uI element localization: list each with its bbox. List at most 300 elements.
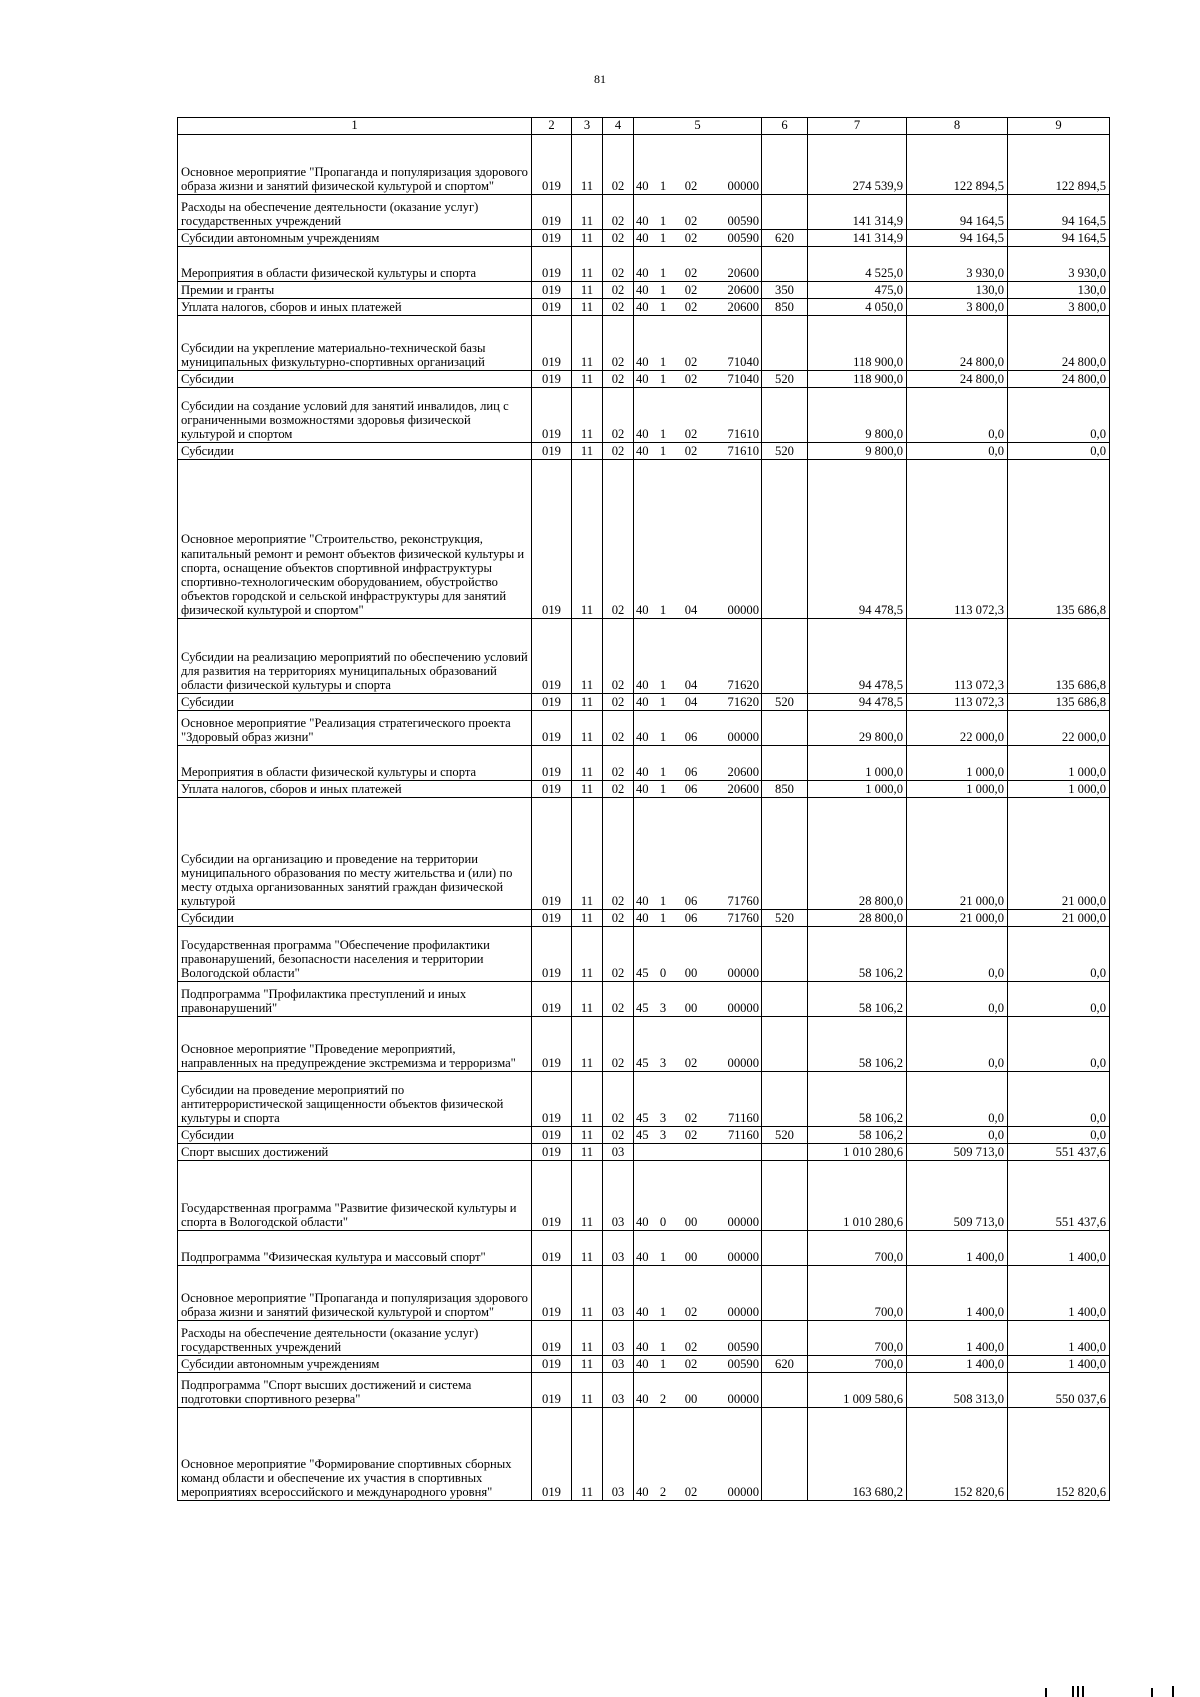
grbs-code-cell: 019 <box>532 619 572 694</box>
target-program-code: 45 <box>636 1055 649 1070</box>
expense-name-cell: Субсидии автономным учреждениям <box>178 1356 532 1373</box>
expense-type-cell <box>762 619 808 694</box>
subsection-code-cell: 03 <box>603 1266 634 1321</box>
target-article-cell <box>634 1072 762 1127</box>
table-row <box>178 1408 1110 1501</box>
target-program-code: 40 <box>636 299 649 314</box>
target-activity-code: 00 <box>684 965 698 980</box>
target-program-code: 40 <box>636 677 649 692</box>
table-row <box>178 1266 1110 1321</box>
section-code-cell: 11 <box>572 247 603 282</box>
amount-col8-cell: 113 072,3 <box>907 460 1008 619</box>
amount-col7-cell: 94 478,5 <box>808 619 907 694</box>
target-activity-code: 04 <box>684 602 698 617</box>
section-code-cell: 11 <box>572 135 603 195</box>
grbs-code-cell: 019 <box>532 388 572 443</box>
target-program-code: 40 <box>636 1214 649 1229</box>
subsection-code-cell: 02 <box>603 371 634 388</box>
expense-name-cell: Субсидии на создание условий для занятий инвалидов, лиц с ограниченными возможностями здоровья физической культурой и спортом <box>178 388 532 443</box>
amount-col7-cell: 1 010 280,6 <box>808 1161 907 1231</box>
table-row <box>178 1321 1110 1356</box>
grbs-code-cell: 019 <box>532 1231 572 1266</box>
amount-col9-cell: 1 400,0 <box>1008 1231 1110 1266</box>
target-subprogram-code: 0 <box>659 1214 667 1229</box>
amount-col7-cell: 1 009 580,6 <box>808 1373 907 1408</box>
amount-col8-cell: 22 000,0 <box>907 711 1008 746</box>
target-subprogram-code: 1 <box>659 443 667 458</box>
target-activity-code: 02 <box>684 1110 698 1125</box>
target-subprogram-code: 1 <box>659 764 667 779</box>
amount-col8-cell: 113 072,3 <box>907 694 1008 711</box>
amount-col8-cell: 509 713,0 <box>907 1144 1008 1161</box>
target-activity-code: 02 <box>684 282 698 297</box>
table-row <box>178 1127 1110 1144</box>
grbs-code-cell: 019 <box>532 299 572 316</box>
target-article-cell <box>634 1266 762 1321</box>
amount-col8-cell: 1 000,0 <box>907 746 1008 781</box>
target-subprogram-code: 3 <box>659 1127 667 1142</box>
target-direction-code: 00000 <box>727 1249 759 1264</box>
expense-name-cell: Подпрограмма "Профилактика преступлений и иных правонарушений" <box>178 982 532 1017</box>
table-row <box>178 1231 1110 1266</box>
target-activity-code: 02 <box>684 443 698 458</box>
amount-col7-cell: 1 000,0 <box>808 746 907 781</box>
amount-col8-cell: 1 000,0 <box>907 781 1008 798</box>
amount-col9-cell: 122 894,5 <box>1008 135 1110 195</box>
target-program-code: 40 <box>636 213 649 228</box>
amount-col9-cell: 0,0 <box>1008 1127 1110 1144</box>
section-code-cell: 11 <box>572 1408 603 1501</box>
target-direction-code: 20600 <box>727 764 759 779</box>
target-subprogram-code: 1 <box>659 371 667 386</box>
expense-name-cell: Основное мероприятие "Реализация стратегического проекта "Здоровый образ жизни" <box>178 711 532 746</box>
target-program-code: 40 <box>636 265 649 280</box>
target-subprogram-code: 1 <box>659 354 667 369</box>
target-article-cell <box>634 443 762 460</box>
target-direction-code: 00000 <box>727 1391 759 1406</box>
target-article-cell <box>634 299 762 316</box>
column-header: 8 <box>907 118 1008 135</box>
expense-type-cell <box>762 1017 808 1072</box>
target-program-code: 45 <box>636 965 649 980</box>
subsection-code-cell: 02 <box>603 982 634 1017</box>
amount-col8-cell: 152 820,6 <box>907 1408 1008 1501</box>
grbs-code-cell: 019 <box>532 443 572 460</box>
expense-name-cell: Уплата налогов, сборов и иных платежей <box>178 299 532 316</box>
expense-type-cell <box>762 1266 808 1321</box>
amount-col8-cell: 24 800,0 <box>907 371 1008 388</box>
target-article-cell <box>634 1373 762 1408</box>
target-article-cell <box>634 619 762 694</box>
target-direction-code: 00000 <box>727 965 759 980</box>
section-code-cell: 11 <box>572 371 603 388</box>
section-code-cell: 11 <box>572 230 603 247</box>
table-row <box>178 316 1110 371</box>
section-code-cell: 11 <box>572 1017 603 1072</box>
target-direction-code: 20600 <box>727 265 759 280</box>
target-subprogram-code: 1 <box>659 1304 667 1319</box>
target-subprogram-code: 1 <box>659 677 667 692</box>
grbs-code-cell: 019 <box>532 694 572 711</box>
amount-col7-cell: 118 900,0 <box>808 316 907 371</box>
target-subprogram-code: 3 <box>659 1000 667 1015</box>
target-activity-code: 02 <box>684 1484 698 1499</box>
amount-col8-cell: 24 800,0 <box>907 316 1008 371</box>
subsection-code-cell: 02 <box>603 1127 634 1144</box>
target-subprogram-code: 1 <box>659 1249 667 1264</box>
expense-type-cell <box>762 135 808 195</box>
target-subprogram-code: 3 <box>659 1110 667 1125</box>
expense-name-cell: Субсидии <box>178 1127 532 1144</box>
table-row <box>178 460 1110 619</box>
target-article-cell <box>634 460 762 619</box>
amount-col7-cell: 1 000,0 <box>808 781 907 798</box>
expense-type-cell: 350 <box>762 282 808 299</box>
table-row <box>178 982 1110 1017</box>
grbs-code-cell: 019 <box>532 1017 572 1072</box>
amount-col7-cell: 9 800,0 <box>808 443 907 460</box>
section-code-cell: 11 <box>572 798 603 910</box>
target-article-cell <box>634 230 762 247</box>
target-direction-code: 00590 <box>727 1356 759 1371</box>
target-activity-code: 06 <box>684 729 698 744</box>
target-activity-code: 02 <box>684 1127 698 1142</box>
amount-col9-cell: 0,0 <box>1008 388 1110 443</box>
expense-name-cell: Основное мероприятие "Проведение мероприятий, направленных на предупреждение экстремизма и терроризма" <box>178 1017 532 1072</box>
section-code-cell: 11 <box>572 711 603 746</box>
amount-col8-cell: 0,0 <box>907 388 1008 443</box>
target-direction-code: 00000 <box>727 1484 759 1499</box>
amount-col7-cell: 274 539,9 <box>808 135 907 195</box>
amount-col8-cell: 122 894,5 <box>907 135 1008 195</box>
expense-name-cell: Субсидии <box>178 910 532 927</box>
expense-type-cell <box>762 1072 808 1127</box>
expense-name-cell: Подпрограмма "Физическая культура и массовый спорт" <box>178 1231 532 1266</box>
subsection-code-cell: 03 <box>603 1231 634 1266</box>
amount-col7-cell: 94 478,5 <box>808 694 907 711</box>
target-subprogram-code: 1 <box>659 910 667 925</box>
subsection-code-cell: 02 <box>603 299 634 316</box>
target-direction-code: 71160 <box>727 1110 759 1125</box>
amount-col8-cell: 94 164,5 <box>907 195 1008 230</box>
expense-name-cell: Уплата налогов, сборов и иных платежей <box>178 781 532 798</box>
target-article-cell <box>634 1144 762 1161</box>
amount-col9-cell: 0,0 <box>1008 927 1110 982</box>
target-program-code: 40 <box>636 371 649 386</box>
target-program-code: 40 <box>636 282 649 297</box>
target-subprogram-code: 1 <box>659 282 667 297</box>
target-activity-code: 00 <box>684 1249 698 1264</box>
subsection-code-cell: 02 <box>603 135 634 195</box>
target-article-cell <box>634 1231 762 1266</box>
target-direction-code: 00000 <box>727 1055 759 1070</box>
section-code-cell: 11 <box>572 694 603 711</box>
amount-col9-cell: 0,0 <box>1008 1072 1110 1127</box>
target-subprogram-code: 1 <box>659 781 667 796</box>
table-row <box>178 1356 1110 1373</box>
table-row <box>178 282 1110 299</box>
expense-type-cell <box>762 1231 808 1266</box>
target-program-code: 40 <box>636 354 649 369</box>
subsection-code-cell: 02 <box>603 282 634 299</box>
target-activity-code: 06 <box>684 764 698 779</box>
expense-type-cell <box>762 195 808 230</box>
target-direction-code: 71040 <box>727 371 759 386</box>
section-code-cell: 11 <box>572 299 603 316</box>
target-subprogram-code: 1 <box>659 1339 667 1354</box>
target-program-code: 40 <box>636 910 649 925</box>
target-program-code: 40 <box>636 764 649 779</box>
target-program-code: 40 <box>636 781 649 796</box>
table-row <box>178 135 1110 195</box>
target-article-cell <box>634 316 762 371</box>
amount-col7-cell: 700,0 <box>808 1266 907 1321</box>
table-row <box>178 1373 1110 1408</box>
subsection-code-cell: 03 <box>603 1321 634 1356</box>
section-code-cell: 11 <box>572 1373 603 1408</box>
expense-type-cell <box>762 982 808 1017</box>
target-activity-code: 00 <box>684 1214 698 1229</box>
page-number: 81 <box>594 72 606 86</box>
target-subprogram-code: 2 <box>659 1484 667 1499</box>
target-article-cell <box>634 781 762 798</box>
expense-type-cell <box>762 1321 808 1356</box>
target-article-cell <box>634 371 762 388</box>
amount-col8-cell: 3 930,0 <box>907 247 1008 282</box>
section-code-cell: 11 <box>572 619 603 694</box>
grbs-code-cell: 019 <box>532 1321 572 1356</box>
expense-type-cell <box>762 1408 808 1501</box>
amount-col8-cell: 94 164,5 <box>907 230 1008 247</box>
amount-col9-cell: 94 164,5 <box>1008 230 1110 247</box>
section-code-cell: 11 <box>572 746 603 781</box>
subsection-code-cell: 02 <box>603 1017 634 1072</box>
subsection-code-cell: 02 <box>603 619 634 694</box>
section-code-cell: 11 <box>572 282 603 299</box>
scan-mark <box>1151 1688 1153 1697</box>
column-header: 2 <box>532 118 572 135</box>
target-program-code: 40 <box>636 1249 649 1264</box>
target-program-code: 45 <box>636 1127 649 1142</box>
expense-type-cell <box>762 746 808 781</box>
expense-name-cell: Основное мероприятие "Пропаганда и популяризация здорового образа жизни и занятий физической культурой и спортом" <box>178 1266 532 1321</box>
amount-col8-cell: 130,0 <box>907 282 1008 299</box>
amount-col7-cell: 475,0 <box>808 282 907 299</box>
amount-col9-cell: 1 000,0 <box>1008 781 1110 798</box>
amount-col7-cell: 700,0 <box>808 1356 907 1373</box>
grbs-code-cell: 019 <box>532 316 572 371</box>
expense-name-cell: Субсидии на укрепление материально-технической базы муниципальных физкультурно-спортивных организаций <box>178 316 532 371</box>
target-article-cell <box>634 1356 762 1373</box>
target-direction-code: 00590 <box>727 230 759 245</box>
expense-name-cell: Государственная программа "Обеспечение профилактики правонарушений, безопасности населения и территории Вологодской области" <box>178 927 532 982</box>
subsection-code-cell: 03 <box>603 1373 634 1408</box>
expense-type-cell: 520 <box>762 910 808 927</box>
amount-col8-cell: 21 000,0 <box>907 910 1008 927</box>
expense-name-cell: Основное мероприятие "Пропаганда и популяризация здорового образа жизни и занятий физической культурой и спортом" <box>178 135 532 195</box>
subsection-code-cell: 02 <box>603 746 634 781</box>
section-code-cell: 11 <box>572 1321 603 1356</box>
table-row <box>178 230 1110 247</box>
target-activity-code: 00 <box>684 1391 698 1406</box>
expense-name-cell: Расходы на обеспечение деятельности (оказание услуг) государственных учреждений <box>178 195 532 230</box>
amount-col7-cell: 141 314,9 <box>808 230 907 247</box>
table-row <box>178 910 1110 927</box>
amount-col9-cell: 22 000,0 <box>1008 711 1110 746</box>
target-article-cell <box>634 195 762 230</box>
table-row <box>178 781 1110 798</box>
target-subprogram-code: 2 <box>659 1391 667 1406</box>
target-direction-code: 00000 <box>727 178 759 193</box>
expense-type-cell <box>762 1144 808 1161</box>
expense-name-cell: Государственная программа "Развитие физической культуры и спорта в Вологодской области" <box>178 1161 532 1231</box>
amount-col9-cell: 551 437,6 <box>1008 1144 1110 1161</box>
target-subprogram-code: 3 <box>659 1055 667 1070</box>
target-direction-code: 20600 <box>727 282 759 297</box>
target-direction-code: 20600 <box>727 781 759 796</box>
amount-col8-cell: 3 800,0 <box>907 299 1008 316</box>
amount-col8-cell: 1 400,0 <box>907 1356 1008 1373</box>
target-article-cell <box>634 1408 762 1501</box>
section-code-cell: 11 <box>572 1356 603 1373</box>
section-code-cell: 11 <box>572 316 603 371</box>
amount-col9-cell: 551 437,6 <box>1008 1161 1110 1231</box>
target-subprogram-code: 0 <box>659 965 667 980</box>
target-subprogram-code: 1 <box>659 602 667 617</box>
expense-type-cell <box>762 388 808 443</box>
table-row <box>178 1017 1110 1072</box>
amount-col7-cell: 29 800,0 <box>808 711 907 746</box>
amount-col8-cell: 0,0 <box>907 1127 1008 1144</box>
column-header: 5 <box>634 118 762 135</box>
target-activity-code: 02 <box>684 1356 698 1371</box>
expense-name-cell: Основное мероприятие "Формирование спортивных сборных команд области и обеспечение их участия в спортивных мероприятиях всероссийского и международного уровня" <box>178 1408 532 1501</box>
target-article-cell <box>634 1161 762 1231</box>
target-direction-code: 00000 <box>727 602 759 617</box>
target-program-code: 40 <box>636 602 649 617</box>
subsection-code-cell: 02 <box>603 711 634 746</box>
expense-name-cell: Субсидии на проведение мероприятий по антитеррористической защищенности объектов физической культуры и спорта <box>178 1072 532 1127</box>
expense-type-cell <box>762 247 808 282</box>
table-row <box>178 1072 1110 1127</box>
amount-col9-cell: 135 686,8 <box>1008 460 1110 619</box>
expense-type-cell <box>762 460 808 619</box>
scan-mark <box>1077 1686 1079 1697</box>
table-row <box>178 711 1110 746</box>
grbs-code-cell: 019 <box>532 135 572 195</box>
target-program-code: 40 <box>636 230 649 245</box>
grbs-code-cell: 019 <box>532 1127 572 1144</box>
target-program-code: 40 <box>636 694 649 709</box>
amount-col7-cell: 4 525,0 <box>808 247 907 282</box>
target-program-code: 40 <box>636 729 649 744</box>
target-program-code: 40 <box>636 1391 649 1406</box>
grbs-code-cell: 019 <box>532 460 572 619</box>
section-code-cell: 11 <box>572 388 603 443</box>
column-header: 7 <box>808 118 907 135</box>
table-row <box>178 371 1110 388</box>
amount-col7-cell: 9 800,0 <box>808 388 907 443</box>
target-program-code: 40 <box>636 178 649 193</box>
amount-col9-cell: 1 400,0 <box>1008 1321 1110 1356</box>
amount-col8-cell: 1 400,0 <box>907 1321 1008 1356</box>
target-article-cell <box>634 711 762 746</box>
target-activity-code: 02 <box>684 299 698 314</box>
budget-table <box>177 117 1110 1501</box>
expense-name-cell: Субсидии на реализацию мероприятий по обеспечению условий для развития на территориях муниципальных образований области физической культуры и спорта <box>178 619 532 694</box>
target-article-cell <box>634 1321 762 1356</box>
amount-col9-cell: 24 800,0 <box>1008 371 1110 388</box>
table-row <box>178 798 1110 910</box>
expense-type-cell <box>762 711 808 746</box>
amount-col9-cell: 550 037,6 <box>1008 1373 1110 1408</box>
target-activity-code: 06 <box>684 910 698 925</box>
grbs-code-cell: 019 <box>532 1356 572 1373</box>
target-program-code: 40 <box>636 1484 649 1499</box>
amount-col8-cell: 0,0 <box>907 927 1008 982</box>
grbs-code-cell: 019 <box>532 1373 572 1408</box>
grbs-code-cell: 019 <box>532 230 572 247</box>
amount-col8-cell: 0,0 <box>907 982 1008 1017</box>
table-row <box>178 1144 1110 1161</box>
amount-col7-cell: 1 010 280,6 <box>808 1144 907 1161</box>
amount-col8-cell: 1 400,0 <box>907 1266 1008 1321</box>
target-activity-code: 06 <box>684 893 698 908</box>
expense-name-cell: Подпрограмма "Спорт высших достижений и система подготовки спортивного резерва" <box>178 1373 532 1408</box>
section-code-cell: 11 <box>572 460 603 619</box>
amount-col7-cell: 94 478,5 <box>808 460 907 619</box>
target-subprogram-code: 1 <box>659 1356 667 1371</box>
amount-col8-cell: 0,0 <box>907 1072 1008 1127</box>
section-code-cell: 11 <box>572 927 603 982</box>
grbs-code-cell: 019 <box>532 1144 572 1161</box>
target-direction-code: 71620 <box>727 677 759 692</box>
target-program-code: 40 <box>636 1356 649 1371</box>
grbs-code-cell: 019 <box>532 1072 572 1127</box>
table-row <box>178 388 1110 443</box>
amount-col9-cell: 135 686,8 <box>1008 619 1110 694</box>
subsection-code-cell: 03 <box>603 1161 634 1231</box>
expense-type-cell <box>762 1373 808 1408</box>
target-activity-code: 04 <box>684 677 698 692</box>
column-header: 9 <box>1008 118 1110 135</box>
section-code-cell: 11 <box>572 1144 603 1161</box>
subsection-code-cell: 02 <box>603 316 634 371</box>
subsection-code-cell: 02 <box>603 694 634 711</box>
target-direction-code: 00000 <box>727 1214 759 1229</box>
subsection-code-cell: 02 <box>603 781 634 798</box>
expense-name-cell: Субсидии на организацию и проведение на территории муниципального образования по месту жительства и (или) по месту отдыха организованных занятий граждан физической культурой <box>178 798 532 910</box>
target-direction-code: 00000 <box>727 729 759 744</box>
amount-col9-cell: 130,0 <box>1008 282 1110 299</box>
target-activity-code: 02 <box>684 354 698 369</box>
table-row <box>178 299 1110 316</box>
table-row <box>178 927 1110 982</box>
expense-name-cell: Основное мероприятие "Строительство, реконструкция, капитальный ремонт и ремонт объектов физической культуры и спорта, оснащение объектов спортивной инфраструктуры спортивно-технологическим оборудованием, обустройство объектов городской и сельской инфраструктуры для занятий физической культурой и спортом" <box>178 460 532 619</box>
amount-col9-cell: 0,0 <box>1008 443 1110 460</box>
expense-name-cell: Мероприятия в области физической культуры и спорта <box>178 746 532 781</box>
grbs-code-cell: 019 <box>532 247 572 282</box>
grbs-code-cell: 019 <box>532 798 572 910</box>
target-direction-code: 00000 <box>727 1000 759 1015</box>
target-direction-code: 00000 <box>727 1304 759 1319</box>
target-article-cell <box>634 247 762 282</box>
amount-col9-cell: 3 800,0 <box>1008 299 1110 316</box>
scan-mark <box>1082 1686 1084 1697</box>
target-article-cell <box>634 694 762 711</box>
amount-col8-cell: 1 400,0 <box>907 1231 1008 1266</box>
expense-name-cell: Спорт высших достижений <box>178 1144 532 1161</box>
